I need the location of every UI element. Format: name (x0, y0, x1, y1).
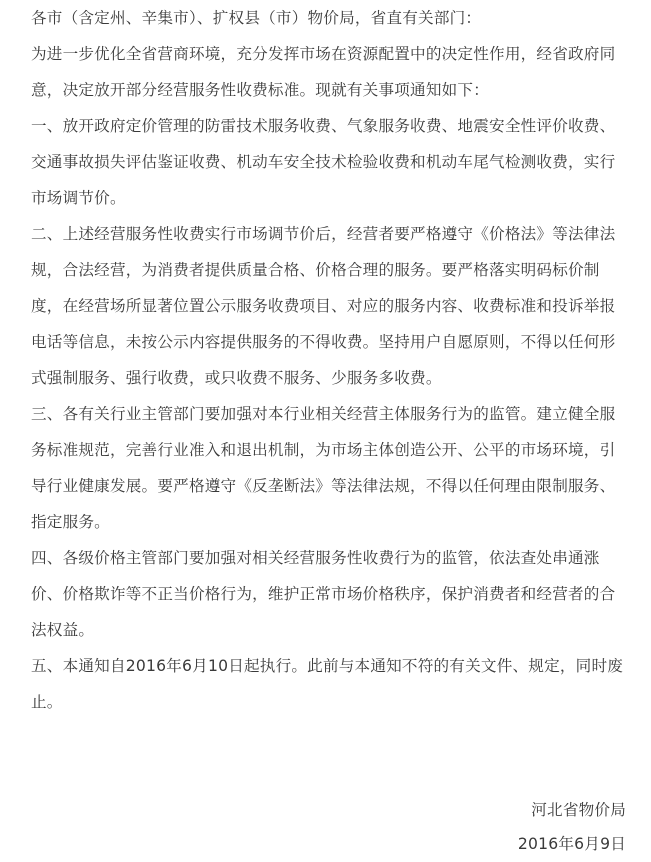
item-4-paragraph: 四、各级价格主管部门要加强对相关经营服务性收费行为的监管，依法查处串通涨价、价格欺诈等不正当价格行为，维护正常市场价格秩序，保护消费者和经营者的合法权益。 (31, 549, 616, 639)
item-1-paragraph: 一、放开政府定价管理的防雷技术服务收费、气象服务收费、地震安全性评价收费、交通事故损失评估鉴证收费、机动车安全技术检验收费和机动车尾气检测收费，实行市场调节价。 (31, 117, 616, 207)
intro-paragraph: 为进一步优化全省营商环境，充分发挥市场在资源配置中的决定性作用，经省政府同意，决定放开部分经营服务性收费标准。现就有关事项通知如下： (31, 45, 616, 99)
issuer-signature: 河北省物价局 (531, 801, 626, 819)
item-5-paragraph: 五、本通知自2016年6月10日起执行。此前与本通知不符的有关文件、规定，同时废止。 (31, 657, 624, 711)
item-2-paragraph: 二、上述经营服务性收费实行市场调节价后，经营者要严格遵守《价格法》等法律法规，合法经营，为消费者提供质量合格、价格合理的服务。要严格落实明码标价制度，在经营场所显著位置公示服务收费项目、对应的服务内容、收费标准和投诉举报电话等信息，未按公示内容提供服务的不得收费。坚持用户自愿原则，不得以任何形式强制服务、强行收费，或只收费不服务、少服务多收费。 (31, 225, 616, 387)
salutation: 各市（含定州、辛集市）、扩权县（市）物价局，省直有关部门： (31, 9, 482, 27)
issue-date: 2016年6月9日 (517, 835, 626, 853)
item-3-paragraph: 三、各有关行业主管部门要加强对本行业相关经营主体服务行为的监管。建立健全服务标准规范，完善行业准入和退出机制，为市场主体创造公开、公平的市场环境，引导行业健康发展。要严格遵守《反垄断法》等法律法规，不得以任何理由限制服务、指定服务。 (31, 405, 616, 531)
